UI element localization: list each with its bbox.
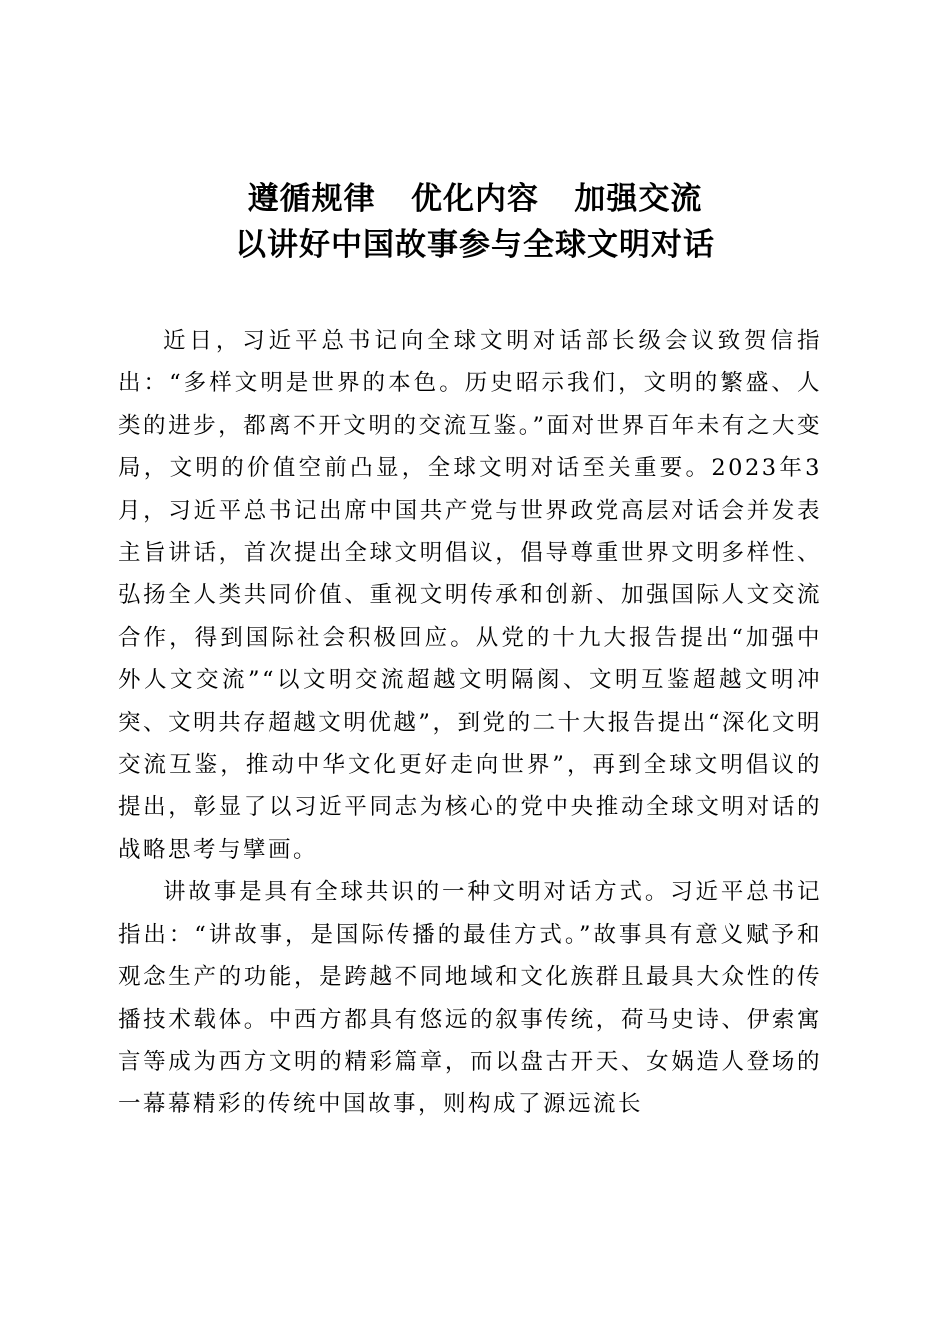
title-line-2: 以讲好中国故事参与全球文明对话 <box>235 227 715 263</box>
paragraph-1: 近日，习近平总书记向全球文明对话部长级会议致贺信指出：“多样文明是世界的本色。历史昭示我们，文明的繁盛、人类的进步，都离不开文明的交流互鉴。”面对世界百年未有之大变局，文明的价值空前凸显，全球文明对话至关重要。2023年3月，习近平总书记出席中国共产党与世界政党高层对话会并发表主旨讲话，首次提出全球文明倡议，倡导尊重世界文明多样性、弘扬全人类共同价值、重视文明传承和创新、加强国际人文交流合作，得到国际社会积极回应。从党的十九大报告提出“加强中外人文交流”“以文明交流超越文明隔阂、文明互鉴超越文明冲突、文明共存超越文明优越”，到党的二十大报告提出“深化文明交流互鉴，推动中华文化更好走向世界”，再到全球文明倡议的提出，彰显了以习近平同志为核心的党中央推动全球文明对话的战略思考与擘画。 <box>118 328 822 863</box>
article-body <box>118 320 822 1126</box>
paragraph-2: 讲故事是具有全球共识的一种文明对话方式。习近平总书记指出：“讲故事，是国际传播的最佳方式。”故事具有意义赋予和观念生产的功能，是跨越不同地域和文化族群且最具大众性的传播技术载体。中西方都具有悠远的叙事传统，荷马史诗、伊索寓言等成为西方文明的精彩篇章，而以盘古开天、女娲造人登场的一幕幕精彩的传统中国故事，则构成了源远流长 <box>118 879 822 1118</box>
page-title <box>0 176 950 268</box>
title-line-1: 遵循规律 优化内容 加强交流 <box>247 181 703 217</box>
